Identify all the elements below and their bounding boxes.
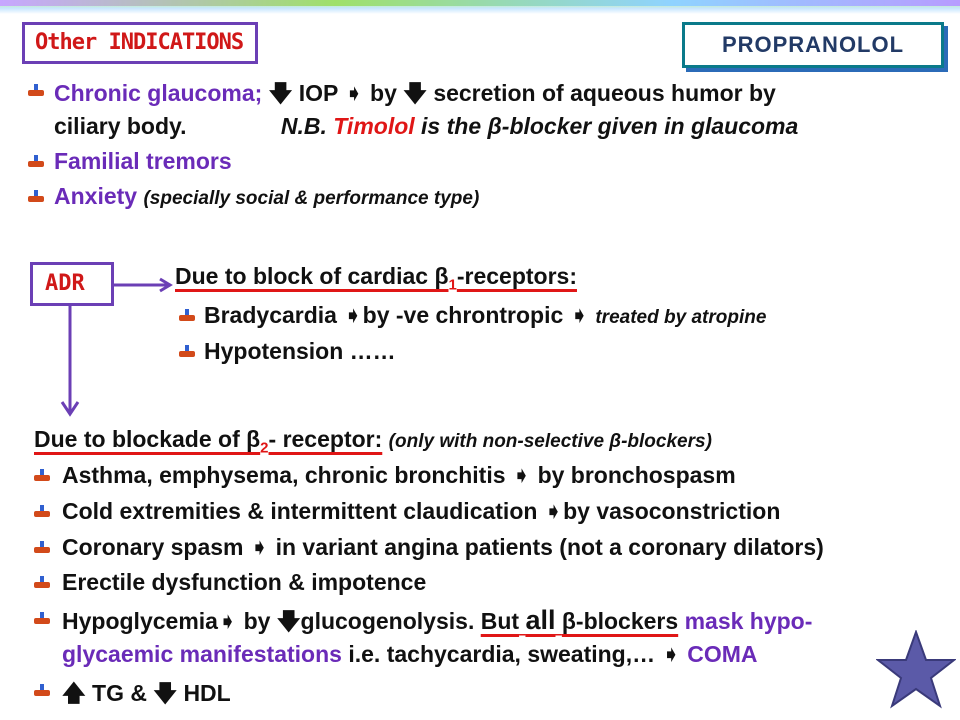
beta2-subscript: 2 xyxy=(260,439,269,457)
right-arrow-icon: ➧ xyxy=(217,608,238,634)
down-arrow-icon: 🡇 xyxy=(153,680,178,706)
beta2-heading-main: Due to blockade of β xyxy=(34,426,261,452)
hypoglycemia-line2 xyxy=(62,641,757,668)
hypo-but-phrase xyxy=(480,605,679,635)
hypo-glyco: glucogenolysis. xyxy=(300,608,475,634)
adr-box: ADR xyxy=(30,262,114,306)
hdl-text: HDL xyxy=(183,680,231,706)
hypo-text: Hypoglycemia xyxy=(62,608,218,634)
down-arrow-icon: 🡇 xyxy=(276,608,301,634)
cold-text: Cold extremities & intermittent claudication xyxy=(62,498,538,524)
right-arrow-icon: ➧ xyxy=(569,302,589,328)
brady-by: by -ve chrontropic xyxy=(362,302,564,328)
hypo-blockers: β-blockers xyxy=(561,608,679,634)
iop-text: IOP xyxy=(298,80,338,106)
bullet-icon xyxy=(179,345,195,359)
nb-prefix: N.B. xyxy=(280,113,327,139)
drug-name-badge: PROPRANOLOL xyxy=(682,22,944,68)
bradycardia-line xyxy=(204,302,766,329)
beta1-subscript: 1 xyxy=(448,276,457,294)
cold-by: by vasoconstriction xyxy=(563,498,781,524)
bullet-icon xyxy=(179,309,195,323)
bullet-icon xyxy=(34,684,50,698)
beta2-heading-tail: - receptor: xyxy=(268,426,383,452)
lipid-line xyxy=(62,677,231,716)
hypo-but: But xyxy=(480,608,520,634)
bullet-icon xyxy=(34,576,50,590)
coronary-text: Coronary spasm xyxy=(62,534,244,560)
beta2-heading xyxy=(34,426,712,457)
erectile-line: Erectile dysfunction & impotence xyxy=(62,569,427,595)
ciliary-text: ciliary body. xyxy=(54,113,187,139)
right-arrow-icon: ➧ xyxy=(511,462,532,488)
hypo-mask: mask hypo- xyxy=(684,608,813,634)
nb-suffix: is the β-blocker given in glaucoma xyxy=(421,113,799,139)
hypoglycemia-line xyxy=(62,605,812,644)
glaucoma-label: Chronic glaucoma; xyxy=(54,80,263,106)
hypo-manifestations: glycaemic manifestations xyxy=(62,641,342,667)
beta1-heading-main: Due to block of cardiac β xyxy=(175,263,449,289)
hypo-coma: COMA xyxy=(687,641,758,667)
beta2-heading-text xyxy=(34,426,383,457)
right-arrow-icon: ➧ xyxy=(344,80,364,106)
hypo-examples: i.e. tachycardia, sweating,… xyxy=(348,641,656,667)
cold-line xyxy=(62,498,780,525)
glaucoma-rest: secretion of aqueous humor by xyxy=(433,80,776,106)
by-text: by xyxy=(370,80,397,106)
coronary-by: in variant angina patients (not a coronary dilators) xyxy=(275,534,824,560)
timolol-text: Timolol xyxy=(333,113,415,139)
beta1-heading-tail: -receptors: xyxy=(456,263,577,289)
coronary-line xyxy=(62,534,824,561)
bradycardia-label: Bradycardia xyxy=(204,302,337,328)
bullet-icon xyxy=(34,612,50,626)
star-icon[interactable] xyxy=(876,630,956,710)
right-arrow-icon: ➧ xyxy=(343,302,363,328)
right-arrow-icon: ➧ xyxy=(249,534,270,560)
right-arrow-icon: ➧ xyxy=(661,641,681,667)
down-arrow-icon: 🡇 xyxy=(268,80,293,106)
asthma-line xyxy=(62,462,736,489)
asthma-by: by bronchospasm xyxy=(537,462,736,488)
tg-text: TG & xyxy=(92,680,147,706)
up-arrow-icon: 🡅 xyxy=(62,680,86,706)
bullet-icon xyxy=(34,541,50,555)
star-shape[interactable] xyxy=(878,632,954,706)
beta1-heading xyxy=(175,263,577,294)
beta1-heading-text xyxy=(175,263,577,294)
right-arrow-icon: ➧ xyxy=(543,498,564,524)
hypo-by: by xyxy=(243,608,271,634)
asthma-text: Asthma, emphysema, chronic bronchitis xyxy=(62,462,506,488)
anxiety-label: Anxiety xyxy=(54,183,138,209)
hypotension-line: Hypotension …… xyxy=(204,338,396,364)
familial-tremors: Familial tremors xyxy=(54,148,232,174)
bullet-icon xyxy=(34,505,50,519)
hypo-all: all xyxy=(525,605,556,635)
down-arrow-icon: 🡇 xyxy=(403,80,427,106)
anxiety-note: (specially social & performance type) xyxy=(143,188,480,209)
brady-note: treated by atropine xyxy=(595,307,767,328)
beta2-note: (only with non-selective β-blockers) xyxy=(388,431,712,452)
bullet-icon xyxy=(34,469,50,483)
section-title: Other INDICATIONS xyxy=(22,22,258,64)
